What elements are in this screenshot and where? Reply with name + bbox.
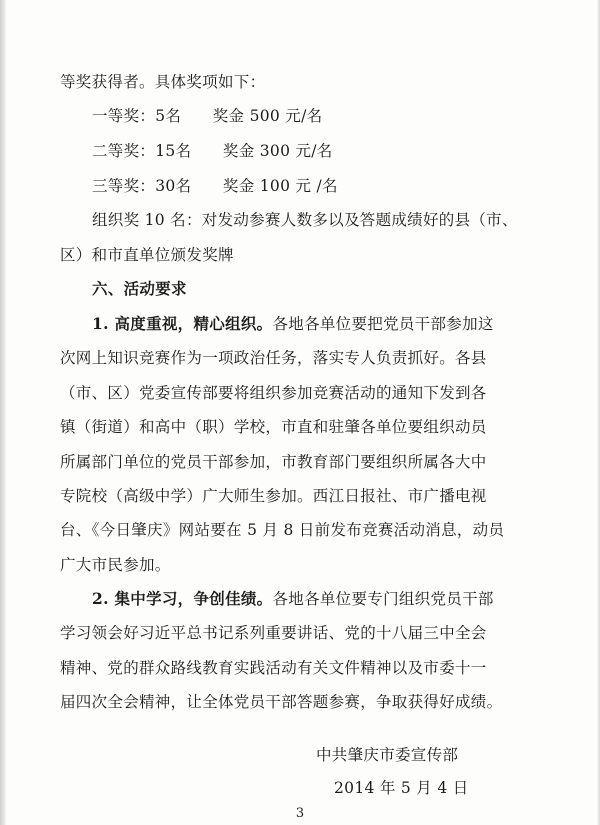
signature-org: 中共肇庆市委宣传部 — [316, 746, 459, 764]
section-heading: 六、活动要求 — [92, 279, 187, 298]
item1-text: 各地各单位要把党员干部参加这 — [272, 315, 494, 333]
item2-line: 精神、党的群众路线教育实践活动有关文件精神以及市委十一 — [60, 659, 487, 677]
body-line: 区）和市直单位颁发奖牌 — [60, 246, 234, 264]
item2-first-line — [92, 590, 494, 608]
scan-edge-left — [0, 0, 6, 825]
item2-line: 届四次全会精神，让全体党员干部答题参赛，争取获得好成绩。 — [60, 693, 503, 711]
item2-text: 各地各单位要专门组织党员干部 — [272, 590, 494, 608]
item1-line: 所属部门单位的党员干部参加，市教育部门要组织所属各大中 — [60, 453, 487, 471]
body-line: 等奖获得者。具体奖项如下： — [60, 73, 266, 91]
prize-second: 二等奖：15名 奖金 300 元/名 — [92, 142, 333, 160]
prize-first: 一等奖：5名 奖金 500 元/名 — [92, 107, 323, 125]
item1-line: （市、区）党委宣传部要将组织参加竞赛活动的通知下发到各 — [60, 384, 487, 402]
prize-organization: 组织奖 10 名：对发动参赛人数多以及答题成绩好的县（市、 — [92, 211, 518, 229]
item1-line: 台、《今日肇庆》网站要在 5 月 8 日前发布竞赛活动消息，动员 — [60, 521, 505, 539]
item1-line: 镇（街道）和高中（职）学校，市直和驻肇各单位要组织动员 — [60, 418, 487, 436]
page-number: 3 — [295, 806, 305, 821]
signature-date: 2014 年 5 月 4 日 — [334, 779, 469, 797]
item1-line: 广大市民参加。 — [60, 556, 171, 574]
item1-first-line — [92, 315, 494, 333]
prize-third: 三等奖：30名 奖金 100 元 /名 — [92, 177, 338, 195]
item1-line: 专院校（高级中学）广大师生参加。西江日报社、市广播电视 — [60, 487, 487, 505]
item2-line: 学习领会好习近平总书记系列重要讲话、党的十八届三中全会 — [60, 624, 487, 642]
item1-line: 次网上知识竞赛作为一项政治任务，落实专人负责抓好。各县 — [60, 349, 487, 367]
item1-lead: 1. 高度重视，精心组织。 — [92, 314, 273, 333]
item2-lead: 2. 集中学习，争创佳绩。 — [92, 589, 273, 608]
